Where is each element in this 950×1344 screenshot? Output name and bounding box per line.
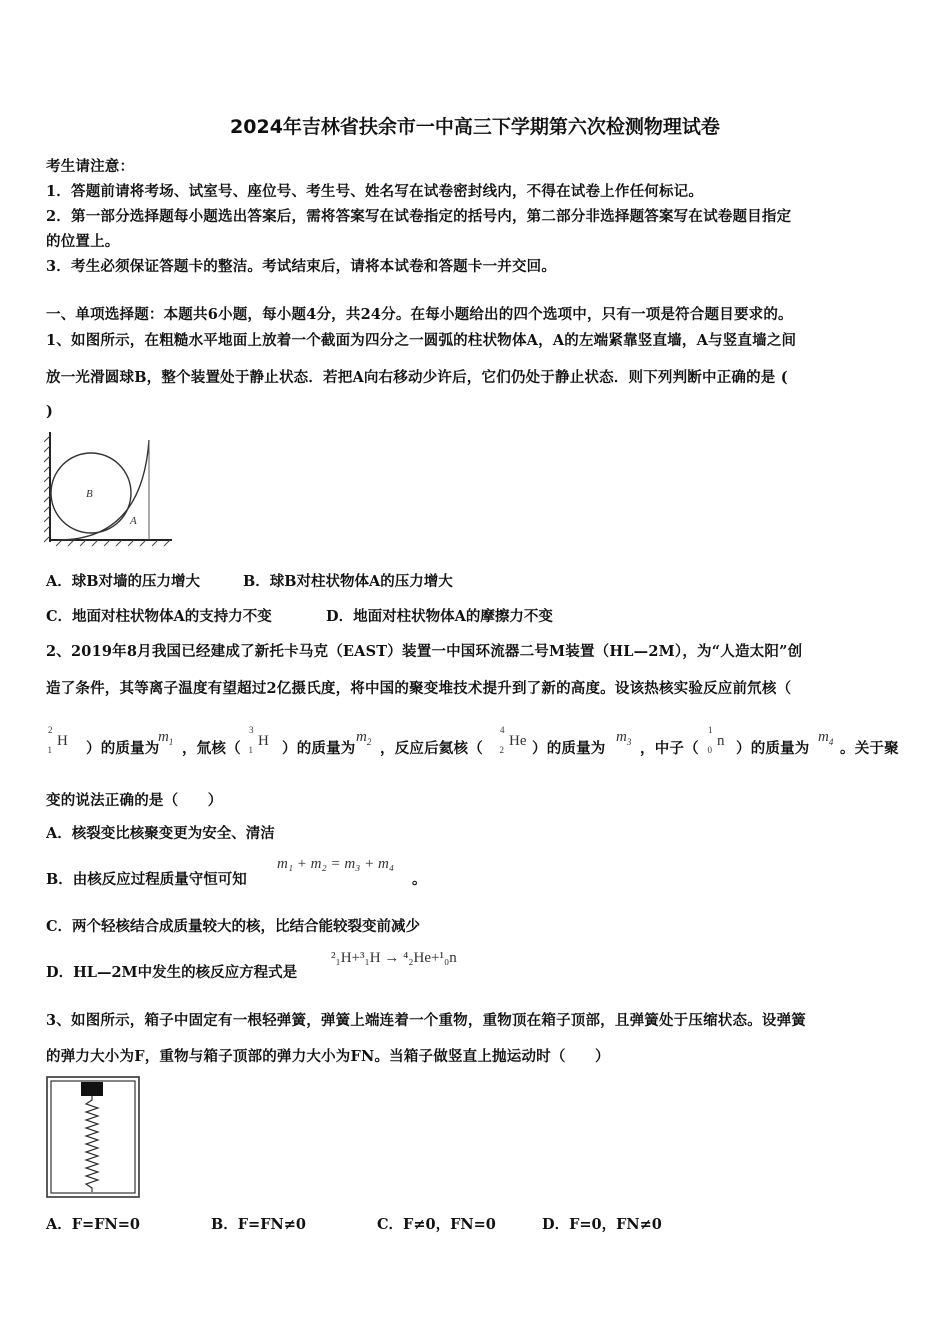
q1-option-b: B．球B对柱状物体A的压力增大 — [243, 573, 453, 590]
q1-text: 1、如图所示，在粗糙水平地面上放着一个截面为四分之一圆弧的柱状物体A，A的左端紧靠竖直墙，A与竖直墙之间 — [46, 332, 797, 349]
q3-option-d: D．F=0，FN≠0 — [542, 1216, 662, 1233]
q1-figure — [44, 430, 176, 550]
q3-figure-box — [46, 1076, 142, 1200]
nuclide-helium: $^4_2$He — [499, 725, 527, 755]
q1-option-d: D．地面对柱状物体A的摩擦力不变 — [326, 608, 553, 625]
q2-option-d: D．HL—2M中发生的核反应方程式是 — [46, 964, 298, 981]
q3-option-b: B．F=FN≠0 — [211, 1216, 306, 1233]
mass-m1: $m_1$ — [158, 729, 174, 747]
q3-option-c: C．F≠0，FN=0 — [377, 1216, 496, 1233]
notice-item: 2．第一部分选择题每小题选出答案后，需将答案写在试卷指定的括号内，第二部分非选择题答案写在试卷题目指定 — [46, 208, 792, 225]
weight-block — [81, 1082, 103, 1096]
q1-text: ) — [46, 403, 54, 420]
nuclide-neutron: $^1_0$n — [707, 725, 725, 755]
q1-option-a: A．球B对墙的压力增大 — [46, 573, 201, 590]
q2-option-b-equation: m₁ + m₂ = m₃ + m₄ — [277, 856, 395, 872]
q2-option-d-equation: ²₁H+³₁H → ⁴₂He+¹₀n — [331, 950, 457, 966]
notice-heading: 考生请注意： — [46, 158, 135, 175]
q2-option-b-end: 。 — [412, 871, 427, 888]
mass-m2: $m_2$ — [356, 729, 372, 747]
q1-option-c: C．地面对柱状物体A的支持力不变 — [46, 608, 272, 625]
label-b: B — [86, 488, 93, 500]
notice-item: 的位置上。 — [46, 233, 120, 250]
nuclide-tritium: $^3_1$H — [248, 725, 269, 755]
q2-option-b: B．由核反应过程质量守恒可知 — [46, 871, 247, 888]
q2-line3: $^2_1$H ）的质量为 $m_1$ ，氚核（ $^3_1$H ）的质量为 $m_2$ ，反应后氦核（ $^4_2$He ）的质量为 $m_3$ ，中子（ $^1_0$n ）的质量为 $m_4$ 。关于聚 — [47, 725, 899, 757]
q3-option-a: A．F=FN=0 — [46, 1216, 140, 1233]
q3-text: 3、如图所示，箱子中固定有一根轻弹簧，弹簧上端连着一个重物，重物顶在箱子顶部，且弹簧处于压缩状态。设弹簧 — [46, 1012, 806, 1029]
section-heading: 一、单项选择题：本题共6小题，每小题4分，共24分。在每小题给出的四个选项中，只有一项是符合题目要求的。 — [46, 306, 793, 323]
q2-text: 2、2019年8月我国已经建成了新托卡马克（EAST）装置一中国环流器二号M装置（HL—2M），为“人造太阳”创 — [46, 643, 803, 660]
q2-option-c: C．两个轻核结合成质量较大的核，比结合能较裂变前减少 — [46, 918, 421, 935]
page-title: 2024年吉林省扶余市一中高三下学期第六次检测物理试卷 — [230, 116, 720, 138]
mass-m3: $m_3$ — [616, 729, 632, 747]
q2-text: 变的说法正确的是（ ） — [46, 792, 223, 809]
mass-m4: $m_4$ — [818, 729, 834, 747]
q2-text: 造了条件，其等离子温度有望超过2亿摄氏度，将中国的聚变堆技术提升到了新的高度。设该热核实验反应前氘核（ — [46, 680, 792, 697]
label-a: A — [130, 515, 137, 527]
q3-text: 的弹力大小为F，重物与箱子顶部的弹力大小为FN。当箱子做竖直上抛运动时（ ） — [46, 1048, 610, 1065]
q2-option-a: A．核裂变比核聚变更为安全、清洁 — [46, 825, 275, 842]
notice-item: 1．答题前请将考场、试室号、座位号、考生号、姓名写在试卷密封线内，不得在试卷上作任何标记。 — [46, 183, 704, 200]
notice-item: 3．考生必须保证答题卡的整洁。考试结束后，请将本试卷和答题卡一并交回。 — [46, 258, 557, 275]
q1-text: 放一光滑圆球B，整个装置处于静止状态．若把A向右移动少许后，它们仍处于静止状态．则下列判断中正确的是 ( — [46, 369, 788, 386]
nuclide-deuterium: $^2_1$H — [47, 725, 68, 755]
